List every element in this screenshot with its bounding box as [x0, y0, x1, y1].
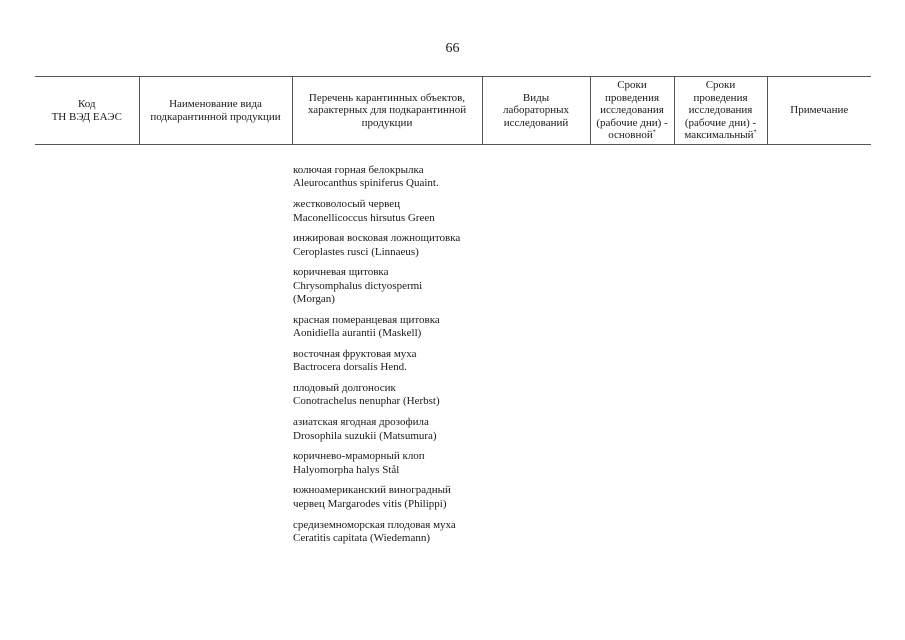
- list-item-line: инжировая восковая ложнощитовка: [293, 232, 461, 245]
- column-header-line: Примечание: [790, 104, 849, 117]
- column-header-line: Наименование вида: [169, 98, 262, 110]
- column-header-line: проведения: [693, 91, 748, 104]
- column-header-line-wrap: [594, 129, 671, 142]
- column-header-line: характерных для подкарантинной: [307, 104, 467, 117]
- column-header-line: исследований: [503, 116, 569, 129]
- list-item: [293, 164, 483, 191]
- list-item: [293, 416, 483, 443]
- column-header-line: основной: [608, 129, 653, 142]
- list-item-line: Maconellicoccus hirsutus Green: [293, 211, 435, 224]
- list-item: [293, 198, 483, 225]
- list-item-line: Drosophila suzukii (Matsumura): [293, 429, 437, 442]
- list-item-line: Ceratitis capitata (Wiedemann): [293, 531, 430, 544]
- footnote-marker: *: [652, 129, 656, 136]
- column-header-term-max: [674, 77, 767, 145]
- list-item-line: колючая горная белокрылка: [293, 164, 424, 176]
- column-header-line: Сроки: [617, 79, 647, 92]
- column-header-line-wrap: [678, 129, 764, 142]
- header-row: [35, 77, 871, 145]
- list-item-line: Halyomorpha halys Stål: [293, 463, 400, 476]
- column-header-line: Виды: [522, 91, 550, 104]
- column-header-quarantine-objects: [292, 77, 482, 145]
- column-header-product-name: [139, 77, 292, 145]
- column-header-line: проведения: [604, 91, 660, 104]
- column-header-code: [35, 77, 139, 145]
- column-header-note: [767, 77, 871, 145]
- list-item-line: плодовый долгоносик: [293, 382, 396, 395]
- list-item-line: Conotrachelus nenuphar (Herbst): [293, 395, 440, 408]
- column-header-term-main: [590, 77, 674, 145]
- list-item-line: коричневая щитовка: [293, 266, 389, 279]
- column-header-line: Сроки: [705, 79, 736, 92]
- list-item-line: красная померанцевая щитовка: [293, 313, 440, 326]
- column-header-line: лабораторных: [502, 104, 569, 117]
- column-header-lab-research-types: [482, 77, 590, 145]
- list-item-line: Aleurocanthus spiniferus Quaint.: [293, 177, 439, 190]
- list-item-line: коричнево-мраморный клоп: [293, 450, 425, 463]
- column-header-line: (рабочие дни) -: [684, 116, 757, 129]
- list-item: [293, 519, 483, 546]
- list-item-line: Bactrocera dorsalis Hend.: [293, 361, 407, 374]
- quarantine-objects-list: [293, 164, 483, 553]
- list-item: [293, 232, 483, 259]
- column-header-line: ТН ВЭД ЕАЭС: [51, 110, 122, 123]
- list-item-line: червец Margarodes vitis (Philippi): [293, 497, 447, 510]
- column-header-line: исследования: [600, 104, 664, 117]
- column-header-line: исследования: [688, 104, 753, 117]
- list-item-line: Chrysomphalus dictyospermi: [293, 279, 423, 292]
- page-number: 66: [445, 41, 460, 56]
- column-header-line: (рабочие дни) -: [596, 116, 668, 129]
- list-item-line: жестковолосый червец: [293, 198, 401, 211]
- column-header-line: максимальный: [684, 129, 754, 142]
- column-header-line: продукции: [361, 116, 413, 129]
- list-item-line: Ceroplastes rusci (Linnaeus): [293, 245, 419, 258]
- list-item-line: азиатская ягодная дрозофила: [293, 416, 429, 429]
- list-item-line: Aonidiella aurantii (Maskell): [293, 327, 422, 340]
- list-item-line: восточная фруктовая муха: [293, 347, 417, 360]
- column-header-line: Код: [77, 98, 96, 110]
- list-item: [293, 484, 483, 511]
- list-item: [293, 266, 483, 306]
- list-item: [293, 314, 483, 341]
- list-item: [293, 382, 483, 409]
- footnote-marker: *: [753, 129, 757, 136]
- list-item-line: средиземноморская плодовая муха: [293, 518, 456, 531]
- list-item: [293, 450, 483, 477]
- column-header-line: подкарантинной продукции: [150, 110, 281, 123]
- list-item-line: (Morgan): [293, 293, 335, 306]
- column-header-line: Перечень карантинных объектов,: [308, 91, 466, 104]
- list-item-line: южноамериканский виноградный: [293, 484, 451, 497]
- list-item: [293, 348, 483, 375]
- table-header: [35, 76, 871, 145]
